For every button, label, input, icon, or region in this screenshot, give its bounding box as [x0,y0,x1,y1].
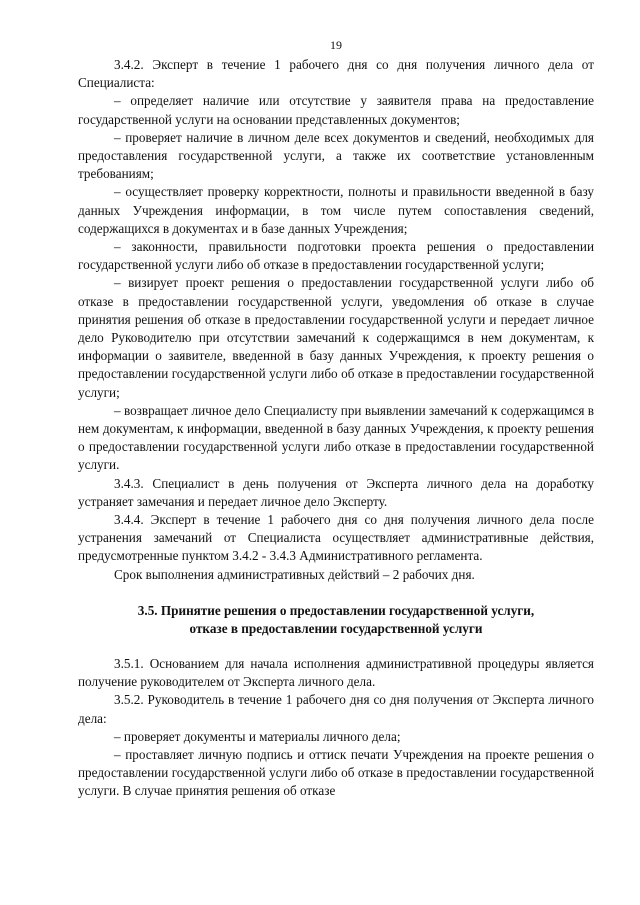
list-item-returns-file: – возвращает личное дело Специалисту при выявлении замечаний к содержащимся в нем документам, к информации, введенной в базу данных Учреждения, к проекту решения о предоставлении государственной услуги либо отказе в предоставлении государственной услуги. [78,402,594,473]
section-heading-line-2: отказе в предоставлении государственной услуги [189,621,483,637]
list-item-legality: – законности, правильности подготовки проекта решения о предоставлении государственной услуги либо об отказе в предоставлении государственной услуги; [78,239,594,273]
page-number: 19 [330,38,342,52]
list-item-checks-materials: – проверяет документы и материалы личного дела; [114,728,401,744]
paragraph-3-5-1: 3.5.1. Основанием для начала исполнения административной процедуры является получение руководителем от Эксперта личного дела. [78,655,594,690]
paragraph-3-5-2: 3.5.2. Руководитель в течение 1 рабочего дня со дня получения от Эксперта личного дела: [78,692,594,726]
list-item-verifies-data: – осуществляет проверку корректности, полноты и правильности введенной в базу данных Учреждения информации, в том числе путем сопоставления сведений, содержащихся в документах и в базе данных Учреждения; [78,184,594,236]
paragraph-3-4-4: 3.4.4. Эксперт в течение 1 рабочего дня со дня получения личного дела после устранения замечаний от Специалиста осуществляет административные действия, предусмотренные пунктом 3.4.2 - 3.4.3 Административного регламента. [78,512,594,564]
list-item-determines-right: – определяет наличие или отсутствие у заявителя права на предоставление государственной услуги на основании представленных документов; [78,93,594,127]
paragraph-3-4-3: 3.4.3. Специалист в день получения от Эксперта личного дела на доработку устраняет замечания и передает личное дело Эксперту. [78,475,594,509]
section-heading-line-1: 3.5. Принятие решения о предоставлении государственной услуги, [137,602,535,618]
section-heading-3-5 [78,602,594,639]
list-item-endorses-draft: – визирует проект решения о предоставлении государственной услуги либо об отказе в предоставлении государственной услуги, уведомления об отказе в случае принятия решения об отказе в предоставлении государственной услуги и передает личное дело Руководителю при отсутствии замечаний к содержащимся в нем документам, к информации о заявителе, введенной в базу данных Учреждения, к проекту решения о предоставлении государственной услуги либо об отказе в предоставлении государственной услуги; [78,275,594,400]
paragraph-3-4-2: 3.4.2. Эксперт в течение 1 рабочего дня со дня получения личного дела от Специалиста: [78,57,594,91]
list-item-signs-and-stamps: – проставляет личную подпись и оттиск печати Учреждения на проекте решения о предоставлении государственной услуги либо об отказе в предоставлении государственной услуги. В случае принятия решения об отказе [78,746,594,799]
list-item-checks-documents: – проверяет наличие в личном деле всех документов и сведений, необходимых для предоставления государственной услуги, а также их соответствие установленным требованиям; [78,129,594,182]
paragraph-deadline: Срок выполнения административных действий – 2 рабочих дня. [114,566,475,582]
